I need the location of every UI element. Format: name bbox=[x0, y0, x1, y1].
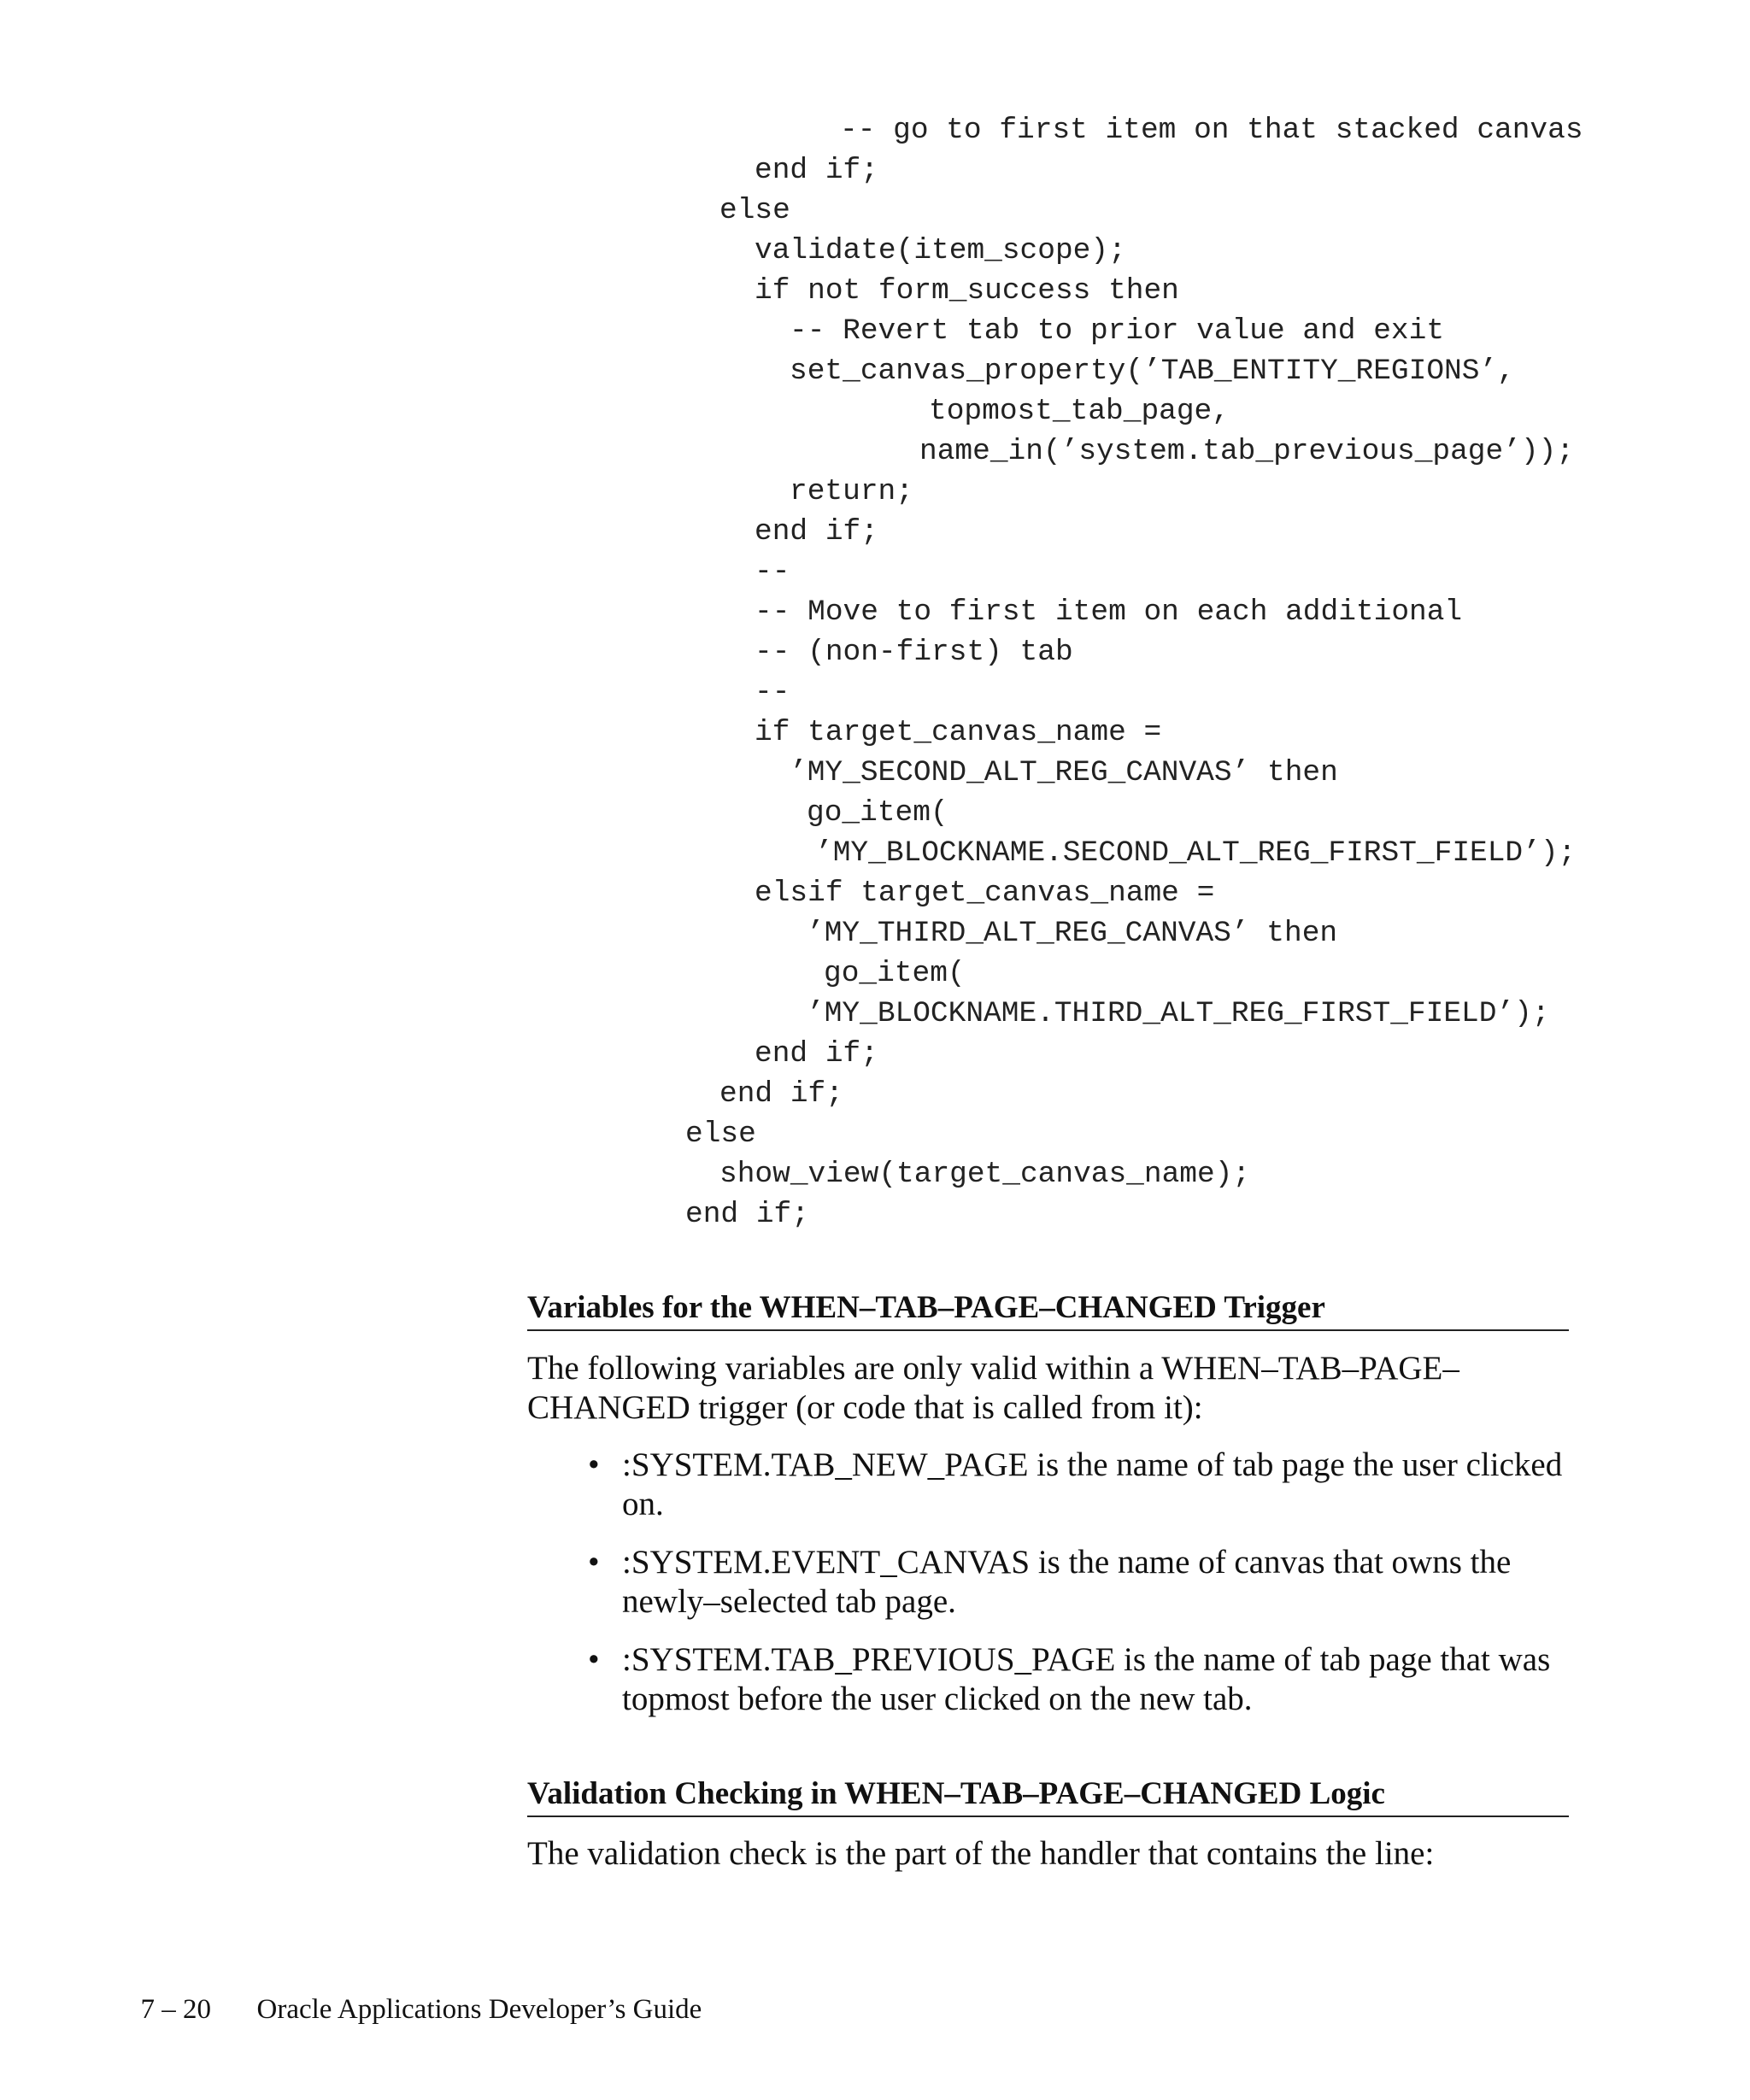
code-line: -- (non-first) tab bbox=[755, 636, 1073, 669]
code-line: end if; bbox=[719, 1077, 843, 1111]
code-line: -- bbox=[755, 555, 790, 589]
code-line: -- bbox=[755, 676, 790, 709]
page-footer bbox=[126, 1958, 702, 2027]
code-line: end if; bbox=[755, 515, 878, 548]
list-item-text: :SYSTEM.TAB_NEW_PAGE is the name of tab page the user clicked on. bbox=[622, 1446, 1563, 1522]
code-line: name_in(’system.tab_previous_page’)); bbox=[919, 435, 1575, 468]
code-line: -- Move to first item on each additional bbox=[755, 595, 1463, 629]
code-line: ’MY_SECOND_ALT_REG_CANVAS’ then bbox=[790, 756, 1338, 789]
code-line: if target_canvas_name = bbox=[755, 716, 1162, 749]
code-line: ’MY_BLOCKNAME.SECOND_ALT_REG_FIRST_FIELD’); bbox=[815, 836, 1577, 870]
section-intro-variables: The following variables are only valid within a WHEN–TAB–PAGE–CHANGED trigger (or code that is called from it): bbox=[527, 1350, 1459, 1426]
page-number: 7 – 20 bbox=[140, 1994, 211, 2025]
code-line: ’MY_THIRD_ALT_REG_CANVAS’ then bbox=[807, 917, 1338, 950]
code-line: end if; bbox=[685, 1198, 809, 1231]
bullet-icon: • bbox=[588, 1544, 600, 1581]
section-heading-variables: Variables for the WHEN–TAB–PAGE–CHANGED Trigger bbox=[527, 1288, 1569, 1331]
code-line: ’MY_BLOCKNAME.THIRD_ALT_REG_FIRST_FIELD’); bbox=[807, 997, 1550, 1030]
list-item bbox=[527, 1446, 1574, 1524]
list-item bbox=[527, 1640, 1574, 1719]
list-item-text: :SYSTEM.EVENT_CANVAS is the name of canvas that owns the newly–selected tab page. bbox=[622, 1544, 1512, 1620]
code-line: else bbox=[719, 194, 790, 227]
code-line: show_view(target_canvas_name); bbox=[719, 1158, 1251, 1191]
code-line: -- go to first item on that stacked canvas bbox=[840, 114, 1583, 147]
code-line: end if; bbox=[755, 1037, 878, 1071]
list-item-text: :SYSTEM.TAB_PREVIOUS_PAGE is the name of tab page that was topmost before the user clicked on the new tab. bbox=[622, 1641, 1551, 1717]
code-line: elsif target_canvas_name = bbox=[755, 877, 1215, 910]
code-line: return; bbox=[790, 475, 913, 508]
bullet-icon: • bbox=[588, 1641, 600, 1678]
code-line: if not form_success then bbox=[755, 274, 1179, 308]
variable-list bbox=[527, 1446, 1574, 1738]
code-line: else bbox=[685, 1117, 756, 1151]
book-title: Oracle Applications Developer’s Guide bbox=[256, 1994, 702, 2025]
code-line: set_canvas_property(’TAB_ENTITY_REGIONS’, bbox=[790, 355, 1515, 388]
code-line: go_item( bbox=[824, 957, 966, 990]
code-line: end if; bbox=[755, 154, 878, 187]
section-heading-validation: Validation Checking in WHEN–TAB–PAGE–CHANGED Logic bbox=[527, 1774, 1569, 1817]
code-line: go_item( bbox=[807, 796, 948, 830]
code-line: validate(item_scope); bbox=[755, 234, 1126, 267]
list-item bbox=[527, 1543, 1574, 1622]
bullet-icon: • bbox=[588, 1446, 600, 1483]
code-line: topmost_tab_page, bbox=[929, 395, 1230, 428]
code-line: -- Revert tab to prior value and exit bbox=[790, 314, 1445, 348]
section-intro-validation: The validation check is the part of the handler that contains the line: bbox=[527, 1835, 1435, 1872]
